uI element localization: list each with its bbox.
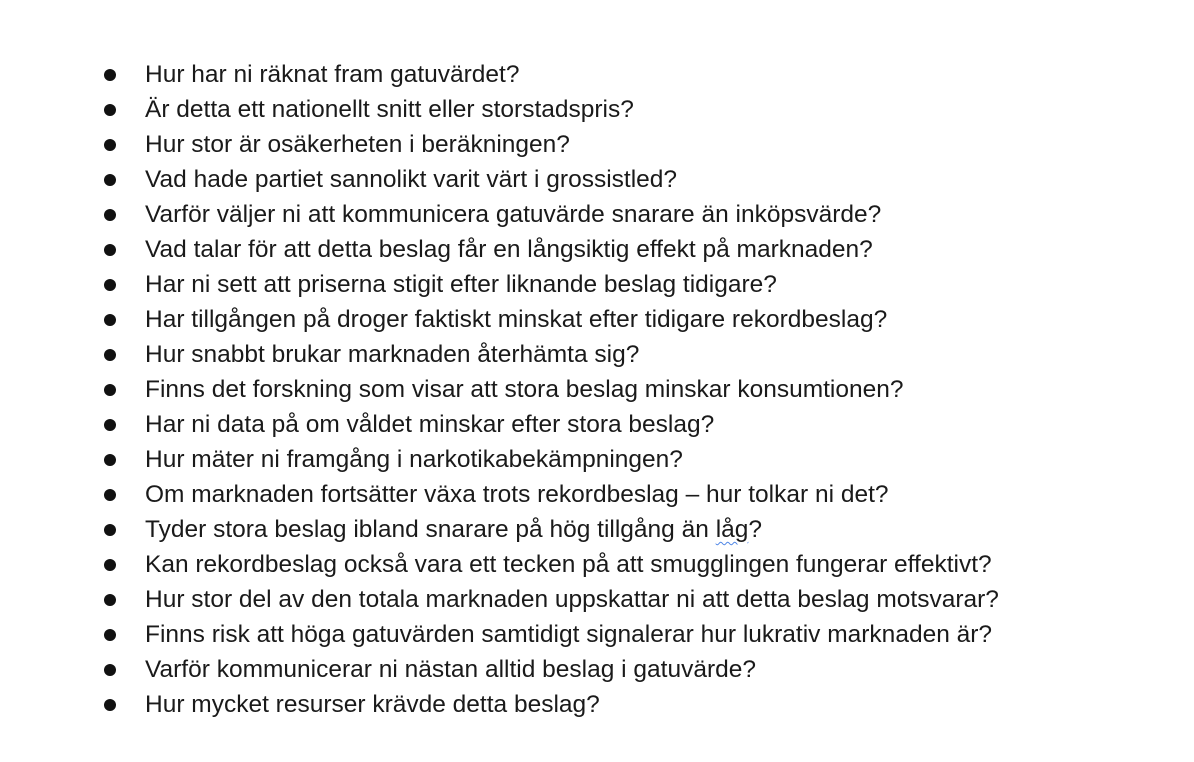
question-text: Finns det forskning som visar att stora beslag minskar konsumtionen? xyxy=(145,376,904,403)
question-text: Varför kommunicerar ni nästan alltid beslag i gatuvärde? xyxy=(145,656,757,683)
question-text: Är detta ett nationellt snitt eller storstadspris? xyxy=(145,96,634,123)
list-item xyxy=(100,92,1180,127)
spellcheck-flagged-word[interactable]: låg xyxy=(715,516,749,543)
bullet-icon xyxy=(104,139,116,151)
question-text: Kan rekordbeslag också vara ett tecken på att smugglingen fungerar effektivt? xyxy=(145,551,992,578)
question-text-after: ? xyxy=(748,516,763,543)
list-item xyxy=(100,652,1180,687)
list-item xyxy=(100,477,1180,512)
question-text: Har ni data på om våldet minskar efter stora beslag? xyxy=(145,411,715,438)
list-item xyxy=(100,512,1180,547)
bullet-icon xyxy=(104,489,116,501)
bullet-icon xyxy=(104,174,116,186)
bullet-icon xyxy=(104,699,116,711)
bullet-icon xyxy=(104,314,116,326)
list-item xyxy=(100,372,1180,407)
list-item xyxy=(100,302,1180,337)
question-text-before: Tyder stora beslag ibland snarare på hög tillgång än xyxy=(145,516,716,543)
bullet-icon xyxy=(104,104,116,116)
bullet-icon xyxy=(104,454,116,466)
list-item xyxy=(100,547,1180,582)
bullet-icon xyxy=(104,419,116,431)
bullet-icon xyxy=(104,664,116,676)
list-item xyxy=(100,617,1180,652)
bullet-icon xyxy=(104,244,116,256)
bullet-icon xyxy=(104,349,116,361)
list-item xyxy=(100,232,1180,267)
list-item xyxy=(100,162,1180,197)
list-item xyxy=(100,582,1180,617)
question-text: Om marknaden fortsätter växa trots rekordbeslag – hur tolkar ni det? xyxy=(145,481,889,508)
question-text: Hur stor är osäkerheten i beräkningen? xyxy=(145,131,570,158)
question-text: Finns risk att höga gatuvärden samtidigt signalerar hur lukrativ marknaden är? xyxy=(145,621,993,648)
list-item xyxy=(100,57,1180,92)
bullet-icon xyxy=(104,629,116,641)
question-text: Vad hade partiet sannolikt varit värt i grossistled? xyxy=(145,166,678,193)
bullet-icon xyxy=(104,559,116,571)
list-item xyxy=(100,337,1180,372)
bullet-icon xyxy=(104,209,116,221)
question-text xyxy=(145,512,762,547)
list-item xyxy=(100,197,1180,232)
list-item xyxy=(100,687,1180,722)
list-item xyxy=(100,442,1180,477)
bullet-icon xyxy=(104,594,116,606)
question-text: Har ni sett att priserna stigit efter liknande beslag tidigare? xyxy=(145,271,777,298)
question-bullet-list xyxy=(100,57,1180,722)
list-item xyxy=(100,127,1180,162)
bullet-icon xyxy=(104,384,116,396)
bullet-icon xyxy=(104,524,116,536)
bullet-icon xyxy=(104,279,116,291)
question-text: Har tillgången på droger faktiskt minskat efter tidigare rekordbeslag? xyxy=(145,306,888,333)
list-item xyxy=(100,267,1180,302)
question-text: Hur mäter ni framgång i narkotikabekämpningen? xyxy=(145,446,683,473)
question-text: Hur snabbt brukar marknaden återhämta sig? xyxy=(145,341,640,368)
question-text: Hur har ni räknat fram gatuvärdet? xyxy=(145,61,520,88)
list-item xyxy=(100,407,1180,442)
question-text: Varför väljer ni att kommunicera gatuvärde snarare än inköpsvärde? xyxy=(145,201,882,228)
question-text: Hur mycket resurser krävde detta beslag? xyxy=(145,691,600,718)
question-text: Vad talar för att detta beslag får en långsiktig effekt på marknaden? xyxy=(145,236,873,263)
question-text: Hur stor del av den totala marknaden uppskattar ni att detta beslag motsvarar? xyxy=(145,586,999,613)
bullet-icon xyxy=(104,69,116,81)
